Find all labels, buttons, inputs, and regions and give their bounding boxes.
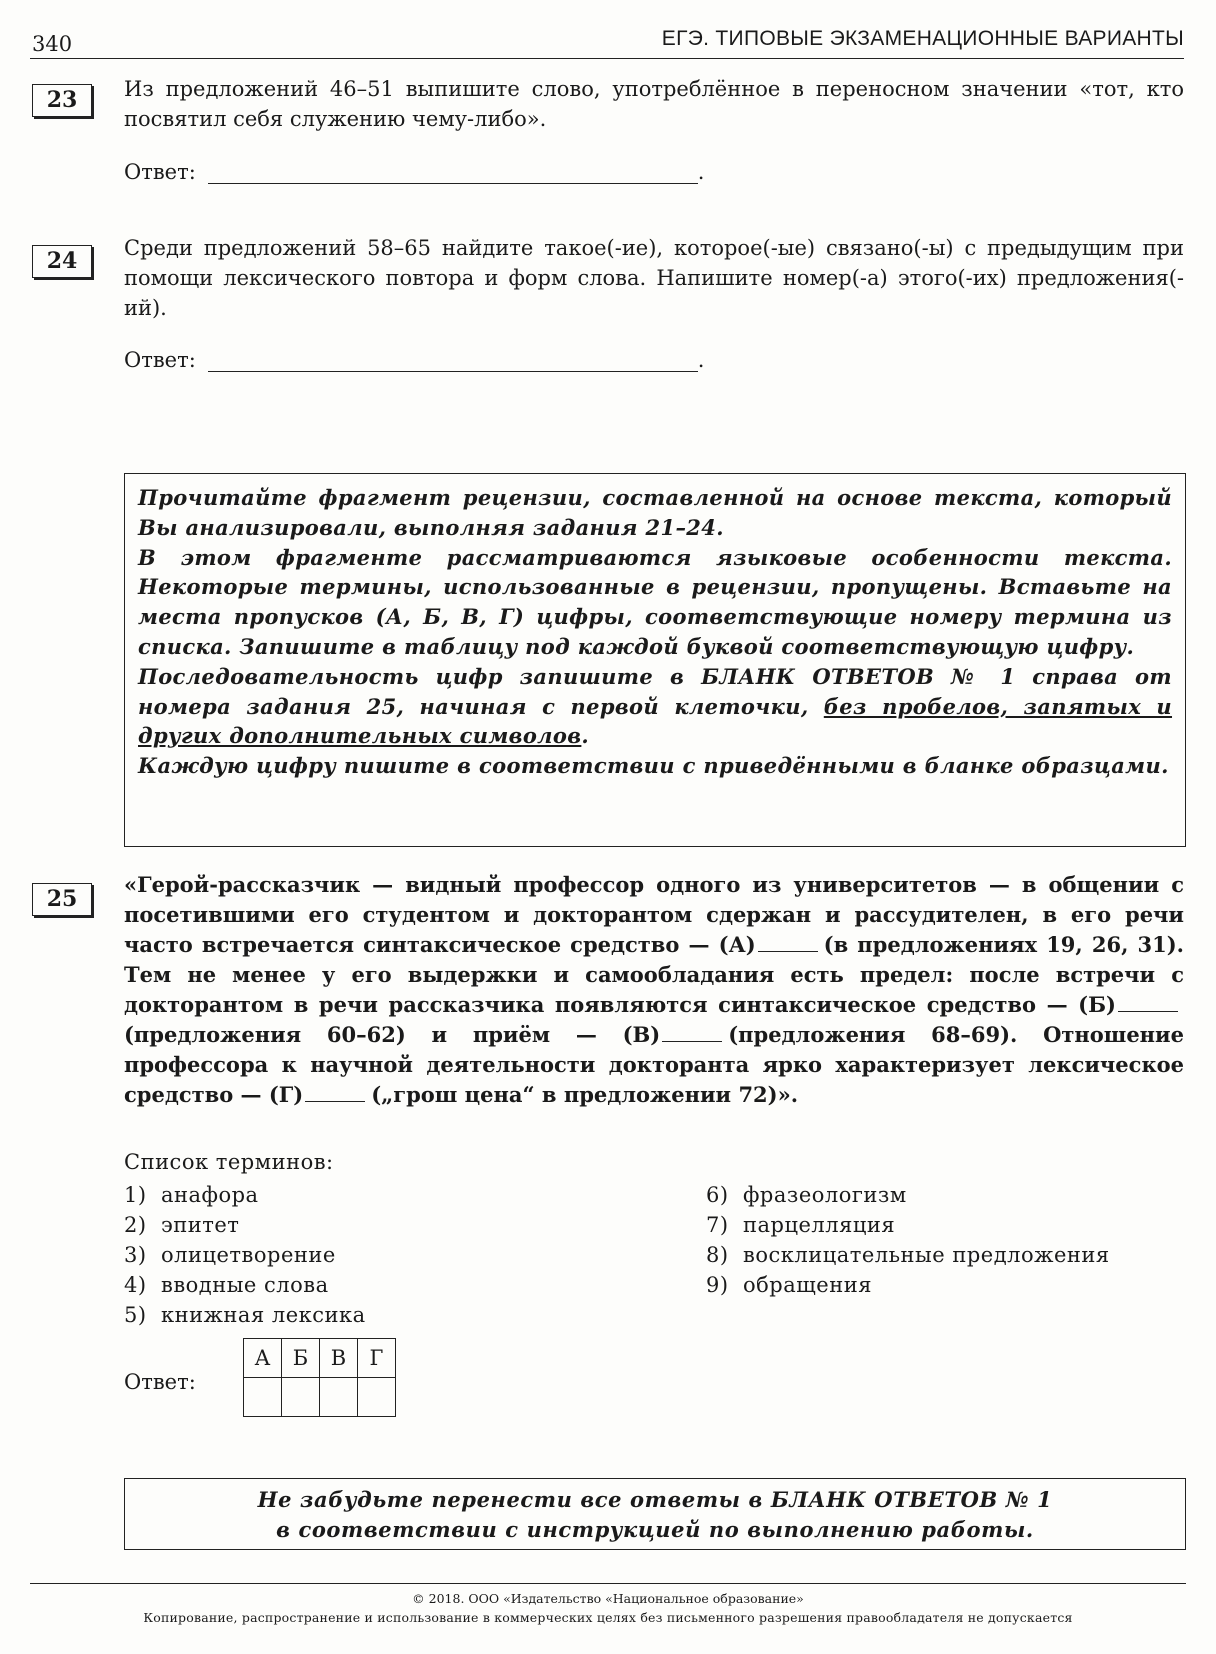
answer-cell-b[interactable]	[282, 1378, 320, 1417]
list-item: 5) книжная лексика	[124, 1303, 366, 1327]
list-item: 8) восклицательные предложения	[706, 1243, 1110, 1267]
answer-label: Ответ:	[124, 160, 196, 184]
answer-field[interactable]	[208, 161, 698, 184]
column-header-g: Г	[358, 1339, 396, 1378]
list-item: 2) эпитет	[124, 1213, 240, 1237]
answer-cell-g[interactable]	[358, 1378, 396, 1417]
column-header-a: А	[244, 1339, 282, 1378]
copyright-notice: Копирование, распространение и использование в коммерческих целях без письменного разрешения правообладателя не допускается	[143, 1610, 1073, 1625]
answer-field[interactable]	[208, 349, 698, 372]
page-header	[30, 22, 1184, 59]
list-item: 3) олицетворение	[124, 1243, 336, 1267]
list-item: 1) анафора	[124, 1183, 259, 1207]
reminder-line: в соответствии с инструкцией по выполнению работы.	[276, 1517, 1034, 1542]
answer-cell-a[interactable]	[244, 1378, 282, 1417]
task-23-text: Из предложений 46–51 выпишите слово, употреблённое в переносном значении «тот, кто посвятил себя служению чему-либо».	[124, 77, 1184, 131]
underlined-text: без пробелов, запятых и других дополнительных символов	[138, 693, 1173, 749]
answer-cell-v[interactable]	[320, 1378, 358, 1417]
instruction-paragraph: Каждую цифру пишите в соответствии с приведёнными в бланке образцами.	[138, 753, 1169, 779]
instruction-paragraph: В этом фрагменте рассматриваются языковые особенности текста. Некоторые термины, использованные в рецензии, пропущены. Вставьте на места пропусков (А, Б, В, Г) цифры, соответствующие номеру термина из списка. Запишите в таблицу под каждой буквой соответствующую цифру.	[138, 544, 1172, 659]
reminder-line: Не забудьте перенести все ответы в БЛАНК ОТВЕТОВ № 1	[257, 1487, 1053, 1512]
task-24-answer: Ответ: .	[124, 348, 705, 372]
list-item: 7) парцелляция	[706, 1213, 896, 1237]
list-item: 4) вводные слова	[124, 1273, 329, 1297]
list-item: 6) фразеологизм	[706, 1183, 907, 1207]
task-25-number: 25	[32, 883, 92, 916]
reminder-box	[124, 1478, 1186, 1550]
answer-label: Ответ:	[124, 348, 196, 372]
copyright: © 2018. ООО «Издательство «Национальное образование»	[412, 1591, 804, 1606]
terms-title: Список терминов:	[124, 1150, 334, 1174]
task-23-answer: Ответ: .	[124, 160, 705, 184]
task-24-text: Среди предложений 58–65 найдите такое(-ие), которое(-ые) связано(-ы) с предыдущим при помощи лексического повтора и форм слова. Напишите номер(-а) этого(-их) предложения(-ий).	[124, 236, 1184, 320]
page-number: 340	[32, 32, 73, 56]
column-header-v: В	[320, 1339, 358, 1378]
gap-g	[305, 1081, 365, 1102]
gap-b	[1118, 991, 1178, 1012]
column-header-b: Б	[282, 1339, 320, 1378]
answer-table	[243, 1338, 396, 1417]
task-25-answer-label: Ответ:	[124, 1370, 196, 1394]
gap-a	[758, 931, 818, 952]
task-24-number: 24	[32, 245, 92, 278]
terms-list-right	[706, 1180, 1110, 1300]
instruction-paragraph: Последовательность цифр запишите в БЛАНК ОТВЕТОВ № 1 справа от номера задания 25, начиная с первой клеточки, без пробелов, запятых и других дополнительных символов.	[138, 663, 1173, 749]
footer-divider	[30, 1583, 1186, 1584]
list-item: 9) обращения	[706, 1273, 872, 1297]
instruction-paragraph: Прочитайте фрагмент рецензии, составленной на основе текста, который Вы анализировали, выполняя задания 21–24.	[138, 485, 1172, 540]
terms-list-left	[124, 1180, 366, 1330]
running-title: ЕГЭ. ТИПОВЫЕ ЭКЗАМЕНАЦИОННЫЕ ВАРИАНТЫ	[661, 27, 1184, 50]
task-23-number: 23	[32, 84, 92, 117]
instructions-box	[124, 473, 1186, 847]
task-25-text: «Герой-рассказчик — видный профессор одного из университетов — в общении с посетившими его студентом и докторантом сдержан и рассудителен, в его речи часто встречается синтаксическое средство — (А) (в предложениях 19, 26, 31). Тем не менее у его выдержки и самообладания есть предел: после встречи с докторантом в речи рассказчика появляются синтаксическое средство — (Б)(предложения 60–62) и приём — (В) (предложения 68–69). Отношение профессора к научной деятельности докторанта ярко характеризует лексическое средство — (Г) („грош цена“ в предложении 72)».	[124, 872, 1184, 1107]
gap-v	[662, 1021, 722, 1042]
